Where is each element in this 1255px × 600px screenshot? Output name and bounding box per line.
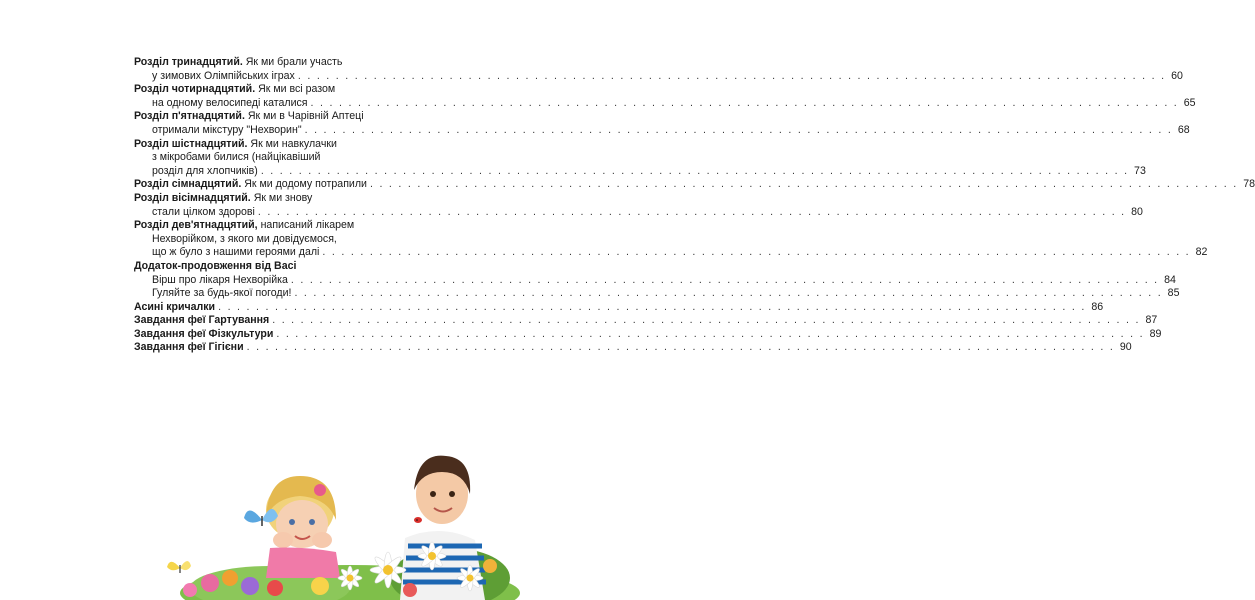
subsection-title: Гуляйте за будь-якої погоди! [152, 287, 292, 300]
dot-leader [311, 97, 1179, 111]
dot-leader [294, 287, 1162, 301]
dot-leader [261, 165, 1129, 179]
chapter-subtitle: у зимових Олімпійських іграх [152, 69, 295, 82]
chapter-title: Розділ дев'ятнадцятий, [134, 219, 258, 232]
dot-leader [258, 206, 1126, 220]
ladybug-icon [414, 517, 422, 523]
chapter-subtitle: Як ми додому потрапили [244, 178, 367, 191]
toc-entry-appendix-walk[interactable] [134, 287, 1180, 301]
chapter-subtitle: з мікробами билися (найцікавіший [152, 151, 321, 164]
page-number: 68 [1177, 123, 1190, 136]
toc-entry-chapter-18[interactable] [134, 191, 1143, 219]
dot-leader [276, 328, 1144, 342]
section-title: Завдання феї Гігієни [134, 341, 244, 354]
page-number: 86 [1091, 300, 1104, 313]
dot-leader [218, 301, 1086, 315]
chapter-title: Розділ чотирнадцятий. [134, 83, 256, 96]
girl-figure [266, 476, 340, 578]
toc-entry-appendix-poem[interactable] [134, 273, 1176, 288]
chapter-subtitle: Як ми знову [253, 191, 313, 204]
page-number: 65 [1183, 96, 1196, 109]
toc-entry-fairy-hygiene[interactable] [134, 341, 1132, 355]
page-number: 60 [1171, 69, 1183, 82]
section-title: Завдання феї Гартування [134, 314, 270, 327]
page-number: 73 [1134, 164, 1146, 177]
toc-entry-fairy-hardening[interactable] [134, 314, 1158, 328]
dot-leader [247, 341, 1115, 355]
children-flowers-illustration [150, 428, 500, 600]
page-number: 87 [1145, 314, 1158, 327]
toc-entry-asia-chants[interactable] [134, 300, 1104, 315]
chapter-subtitle: що ж було з нашими героями далі [152, 246, 320, 259]
butterfly-icon [167, 561, 191, 573]
chapter-subtitle: Як ми в Чарівній Аптеці [247, 110, 364, 123]
chapter-subtitle: Як ми навкулачки [250, 137, 337, 150]
dot-leader [272, 314, 1140, 328]
chapter-title: Розділ сімнадцятий. [134, 178, 242, 191]
chapter-subtitle: написаний лікарем [260, 219, 355, 232]
toc-entry-appendix[interactable] [134, 260, 442, 274]
toc-entry-chapter-16[interactable] [134, 137, 1146, 179]
table-of-contents [134, 56, 1255, 355]
toc-entry-chapter-19[interactable] [134, 219, 1208, 260]
dot-leader [305, 124, 1173, 138]
page-number: 84 [1164, 273, 1176, 286]
section-title: Асині кричалки [134, 300, 216, 313]
page-number: 89 [1149, 327, 1162, 340]
chapter-subtitle: стали цілком здорові [152, 205, 255, 218]
toc-entry-chapter-13[interactable] [134, 56, 1183, 83]
chapter-title: Розділ п'ятнадцятий. [134, 110, 245, 123]
toc-entry-fairy-fitness[interactable] [134, 327, 1162, 342]
page-number: 80 [1131, 205, 1143, 218]
section-title: Додаток-продовження від Васі [134, 259, 297, 272]
toc-entry-chapter-15[interactable] [134, 110, 1190, 137]
chapter-subtitle: на одному велосипеді каталися [152, 96, 308, 109]
chapter-title: Розділ тринадцятий. [134, 56, 243, 68]
toc-entry-chapter-17[interactable] [134, 178, 1255, 192]
chapter-subtitle: Як ми всі разом [258, 83, 336, 96]
page-number: 82 [1195, 246, 1208, 259]
dot-leader [370, 178, 1238, 192]
chapter-subtitle: Як ми брали участь [245, 56, 343, 68]
section-title: Завдання феї Фізкультури [134, 327, 274, 340]
page-number: 90 [1119, 341, 1132, 354]
dot-leader [291, 274, 1159, 288]
dot-leader [298, 70, 1166, 84]
page-number: 78 [1243, 178, 1255, 191]
chapter-subtitle: Нехворійком, з якого ми довідуємося, [152, 232, 337, 245]
chapter-title: Розділ шістнадцятий. [134, 137, 248, 150]
chapter-title: Розділ вісімнадцятий. [134, 191, 251, 204]
page-number: 85 [1167, 287, 1180, 300]
chapter-subtitle: розділ для хлопчиків) [152, 164, 258, 177]
dot-leader [322, 246, 1190, 260]
chapter-subtitle: отримали мікстуру "Нехворин" [152, 123, 302, 136]
toc-entry-chapter-14[interactable] [134, 83, 1196, 110]
subsection-title: Вірш про лікаря Нехворійка [152, 273, 288, 286]
